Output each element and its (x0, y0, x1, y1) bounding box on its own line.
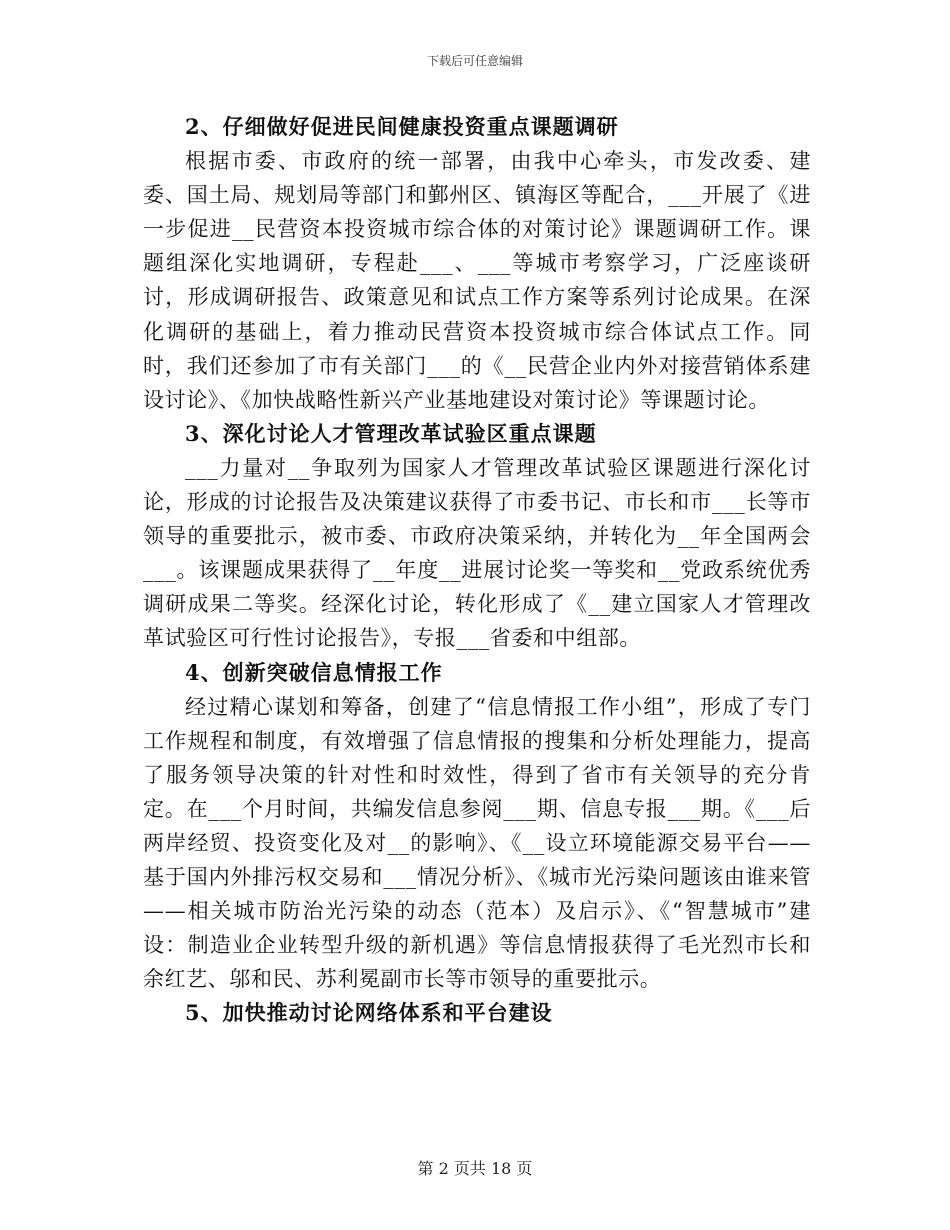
section-paragraph-4: 经过精心谋划和筹备，创建了“信息情报工作小组”，形成了专门工作规程和制度，有效增强了信息情报的搜集和分析处理能力，提高了服务领导决策的针对性和时效性，得到了省市有关领导的充分肯定。在___个月时间，共编发信息参阅___期、信息专报___期。《___后两岸经贸、投资变化及对__的影响》、《__设立环境能源交易平台——基于国内外排污权交易和___情况分析》、《城市光污染问题该由谁来管——相关城市防治光污染的动态（范本）及启示》、《“智慧城市”建设：制造业企业转型升级的新机遇》等信息情报获得了毛光烈市长和余红艺、邬和民、苏利冕副市长等市领导的重要批示。 (143, 694, 811, 992)
page-number-footer: 第 2 页共 18 页 (417, 1159, 533, 1178)
section-heading-3: 3、深化讨论人才管理改革试验区重点课题 (185, 420, 597, 446)
page-header: 下载后可任意编辑 (426, 54, 523, 68)
section-paragraph-2: 根据市委、市政府的统一部署，由我中心牵头，市发改委、建委、国土局、规划局等部门和鄞州区、镇海区等配合，___开展了《进一步促进__民营资本投资城市综合体的对策讨论》课题调研工作。课题组深化实地调研，专程赴___、___等城市考察学习，广泛座谈研讨，形成调研报告、政策意见和试点工作方案等系列讨论成果。在深化调研的基础上，着力推动民营资本投资城市综合体试点工作。同时，我们还参加了市有关部门___的《__民营企业内外对接营销体系建设讨论》、《加快战略性新兴产业基地建设对策讨论》等课题讨论。 (143, 149, 811, 412)
section-heading-4: 4、创新突破信息情报工作 (185, 659, 443, 685)
section-paragraph-3: ___力量对__争取列为国家人才管理改革试验区课题进行深化讨论，形成的讨论报告及决策建议获得了市委书记、市长和市___长等市领导的重要批示，被市委、市政府决策采纳，并转化为__年全国两会___。该课题成果获得了__年度__进展讨论奖一等奖和__党政系统优秀调研成果二等奖。经深化讨论，转化形成了《__建立国家人才管理改革试验区可行性讨论报告》，专报___省委和中组部。 (143, 455, 811, 651)
section-heading-5: 5、加快推动讨论网络体系和平台建设 (185, 1000, 553, 1026)
section-heading-2: 2、仔细做好促进民间健康投资重点课题调研 (185, 114, 619, 139)
document-body (143, 110, 811, 1031)
